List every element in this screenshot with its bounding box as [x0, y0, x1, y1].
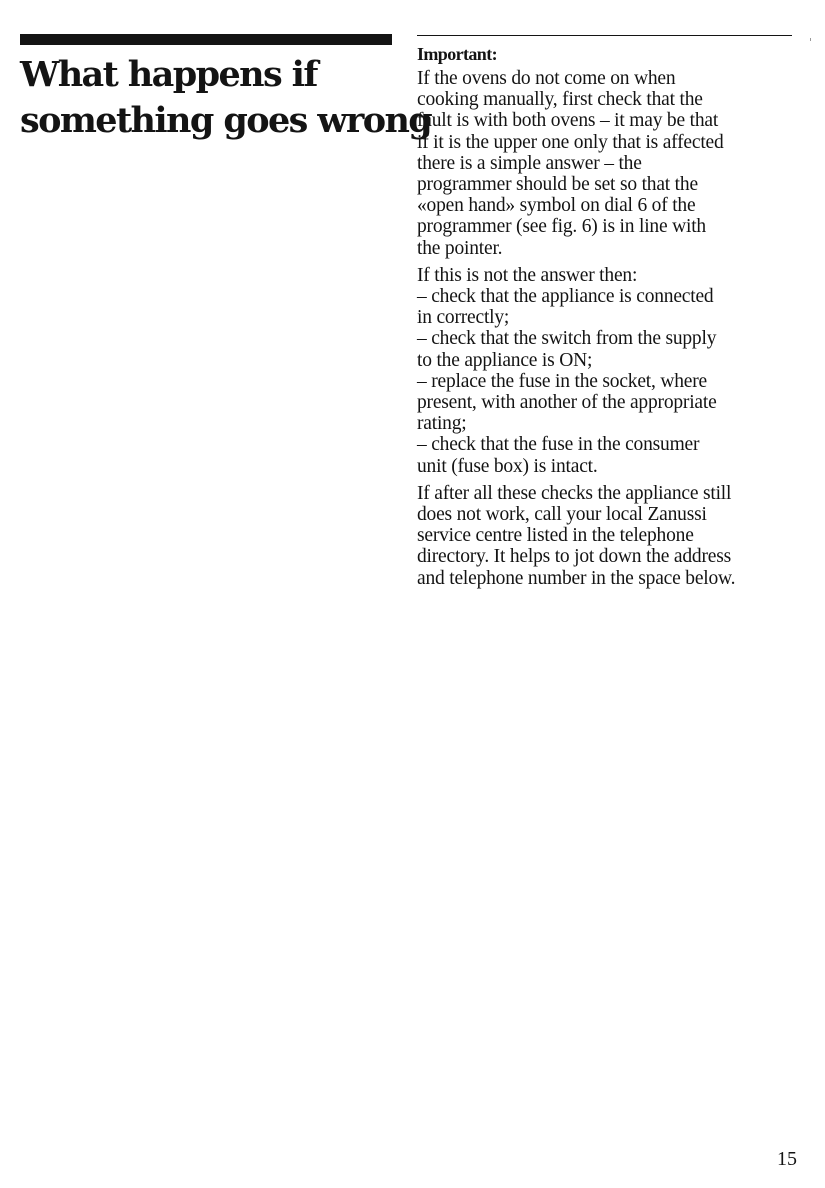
checklist-item: – check that the fuse in the consumer: [417, 434, 700, 456]
important-label: Important:: [417, 44, 497, 64]
text-line: directory. It helps to jot down the address: [417, 546, 731, 568]
page-title-line-1: What happens if: [20, 54, 317, 95]
paragraph-checklist: [417, 265, 797, 477]
text-line: cooking manually, first check that the: [417, 89, 703, 111]
page-title: [20, 52, 432, 144]
text-line: service centre listed in the telephone: [417, 525, 694, 547]
text-line: rating;: [417, 413, 467, 435]
text-line: to the appliance is ON;: [417, 349, 593, 371]
text-line: and telephone number in the space below.: [417, 567, 736, 589]
paragraph-service-centre: [417, 483, 797, 589]
text-line: programmer (see fig. 6) is in line with: [417, 216, 706, 238]
heading-rule: [20, 34, 392, 45]
text-line: If the ovens do not come on when: [417, 68, 676, 89]
text-line: «open hand» symbol on dial 6 of the: [417, 195, 696, 217]
page-number: 15: [777, 1148, 797, 1170]
text-line: programmer should be set so that the: [417, 174, 698, 196]
text-line: if it is the upper one only that is affected: [417, 131, 724, 153]
text-line: fault is with both ovens – it may be that: [417, 110, 719, 132]
text-line: If after all these checks the appliance still: [417, 482, 732, 504]
checklist-item: – check that the appliance is connected: [417, 286, 714, 308]
corner-mark: [810, 38, 811, 41]
text-line: does not work, call your local Zanussi: [417, 504, 707, 526]
checklist-item: – replace the fuse in the socket, where: [417, 370, 707, 392]
checklist-item: – check that the switch from the supply: [417, 328, 717, 350]
text-line: the pointer.: [417, 237, 503, 259]
content-rule: [417, 35, 792, 36]
important-section: [417, 42, 797, 589]
text-line: unit (fuse box) is intact.: [417, 455, 598, 477]
page-title-line-2: something goes wrong: [20, 100, 432, 141]
text-line: in correctly;: [417, 307, 510, 329]
text-line: present, with another of the appropriate: [417, 392, 717, 414]
text-line: there is a simple answer – the: [417, 152, 642, 174]
text-line: If this is not the answer then:: [417, 264, 638, 286]
paragraph-oven-check: [417, 68, 797, 259]
